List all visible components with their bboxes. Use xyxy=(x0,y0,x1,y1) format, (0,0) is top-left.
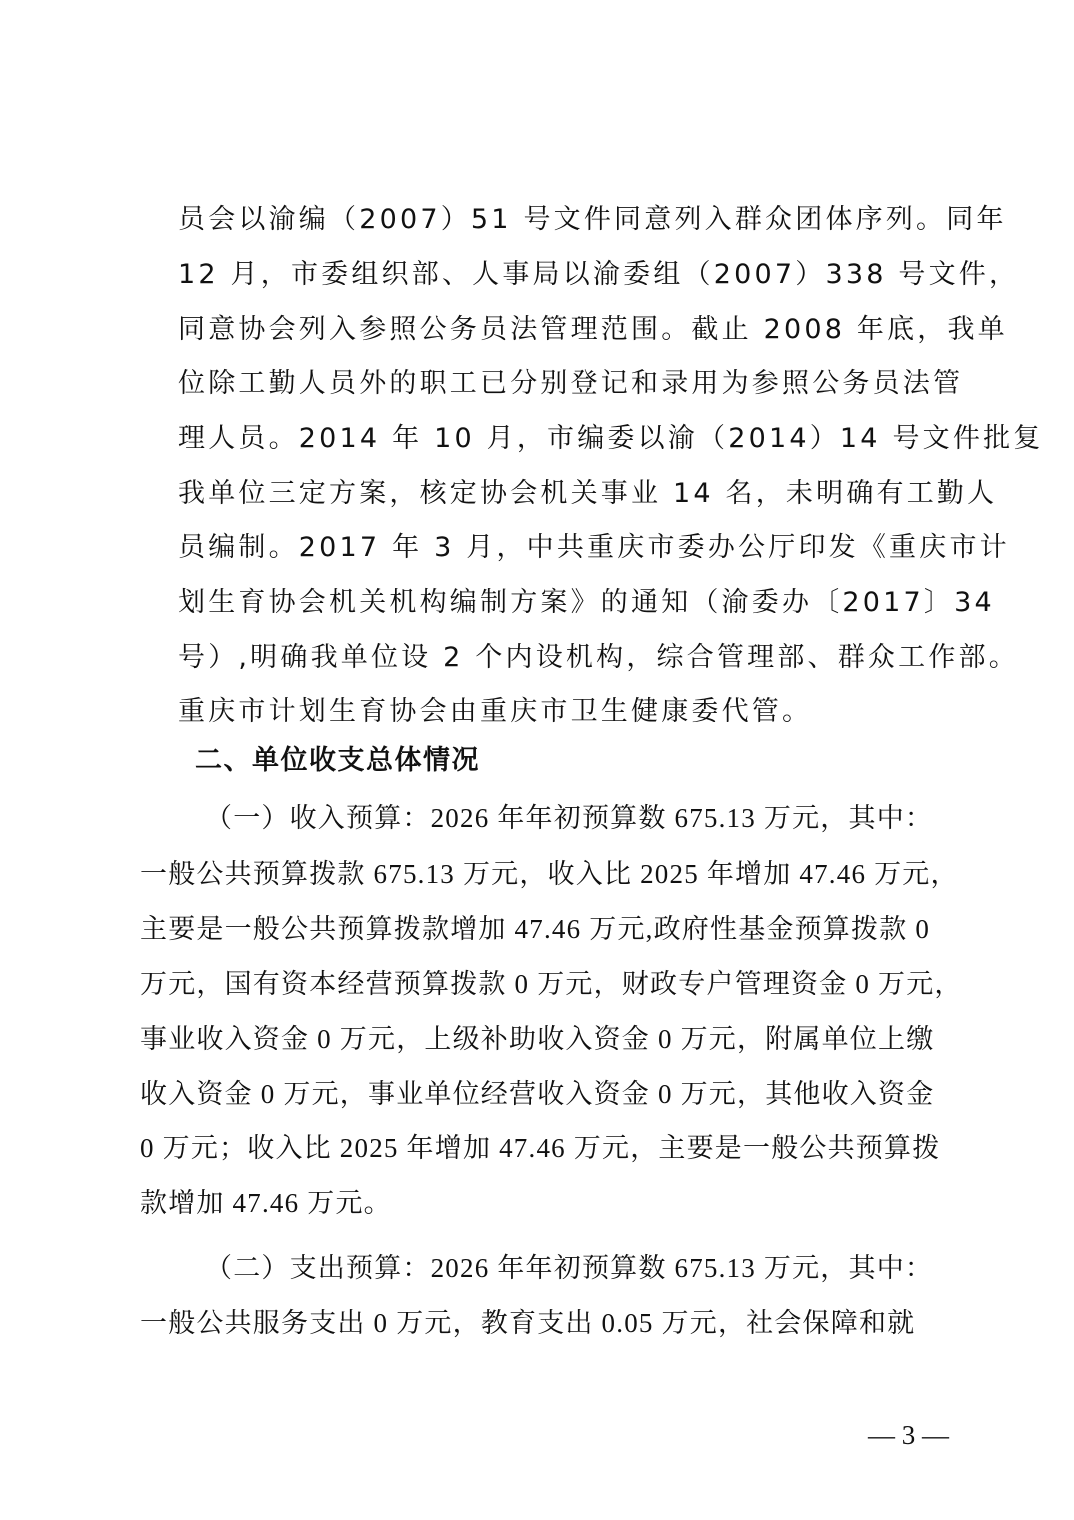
paragraph-line: 员会以渝编（2007）51 号文件同意列入群众团体序列。同年 xyxy=(178,204,1007,235)
paragraph-line: 我单位三定方案，核定协会机关事业 14 名，未明确有工勤人 xyxy=(178,478,998,509)
paragraph-line: 位除工勤人员外的职工已分别登记和录用为参照公务员法管 xyxy=(178,368,964,399)
paragraph-line: 理人员。2014 年 10 月，市编委以渝（2014）14 号文件批复 xyxy=(178,423,1044,454)
paragraph-line: 主要是一般公共预算拨款增加 47.46 万元,政府性基金预算拨款 0 xyxy=(140,914,931,944)
section-heading: 二、单位收支总体情况 xyxy=(195,745,480,776)
page-number: — 3 — xyxy=(868,1420,949,1450)
paragraph-line: 号）,明确我单位设 2 个内设机构，综合管理部、群众工作部。 xyxy=(178,642,1019,673)
paragraph-line: （一）收入预算：2026 年年初预算数 675.13 万元，其中： xyxy=(205,803,934,833)
paragraph-line: 万元，国有资本经营预算拨款 0 万元，财政专户管理资金 0 万元， xyxy=(140,969,963,999)
paragraph-line: 收入资金 0 万元，事业单位经营收入资金 0 万元，其他收入资金 xyxy=(140,1079,935,1109)
paragraph-line: 12 月，市委组织部、人事局以渝委组（2007）338 号文件， xyxy=(178,259,1020,290)
paragraph-line: 一般公共服务支出 0 万元，教育支出 0.05 万元，社会保障和就 xyxy=(140,1308,916,1338)
paragraph-line: 员编制。2017 年 3 月，中共重庆市委办公厅印发《重庆市计 xyxy=(178,532,1010,563)
paragraph-line: 0 万元；收入比 2025 年增加 47.46 万元，主要是一般公共预算拨 xyxy=(140,1133,941,1163)
paragraph-line: 事业收入资金 0 万元，上级补助收入资金 0 万元，附属单位上缴 xyxy=(140,1024,935,1054)
paragraph-line: 同意协会列入参照公务员法管理范围。截止 2008 年底，我单 xyxy=(178,314,1008,345)
paragraph-line: 一般公共预算拨款 675.13 万元，收入比 2025 年增加 47.46 万元， xyxy=(140,859,959,889)
paragraph-line: 划生育协会机关机构编制方案》的通知（渝委办〔2017〕34 xyxy=(178,587,995,618)
paragraph-line: 款增加 47.46 万元。 xyxy=(140,1188,392,1218)
paragraph-line: （二）支出预算：2026 年年初预算数 675.13 万元，其中： xyxy=(205,1253,934,1283)
paragraph-line: 重庆市计划生育协会由重庆市卫生健康委代管。 xyxy=(178,696,813,727)
